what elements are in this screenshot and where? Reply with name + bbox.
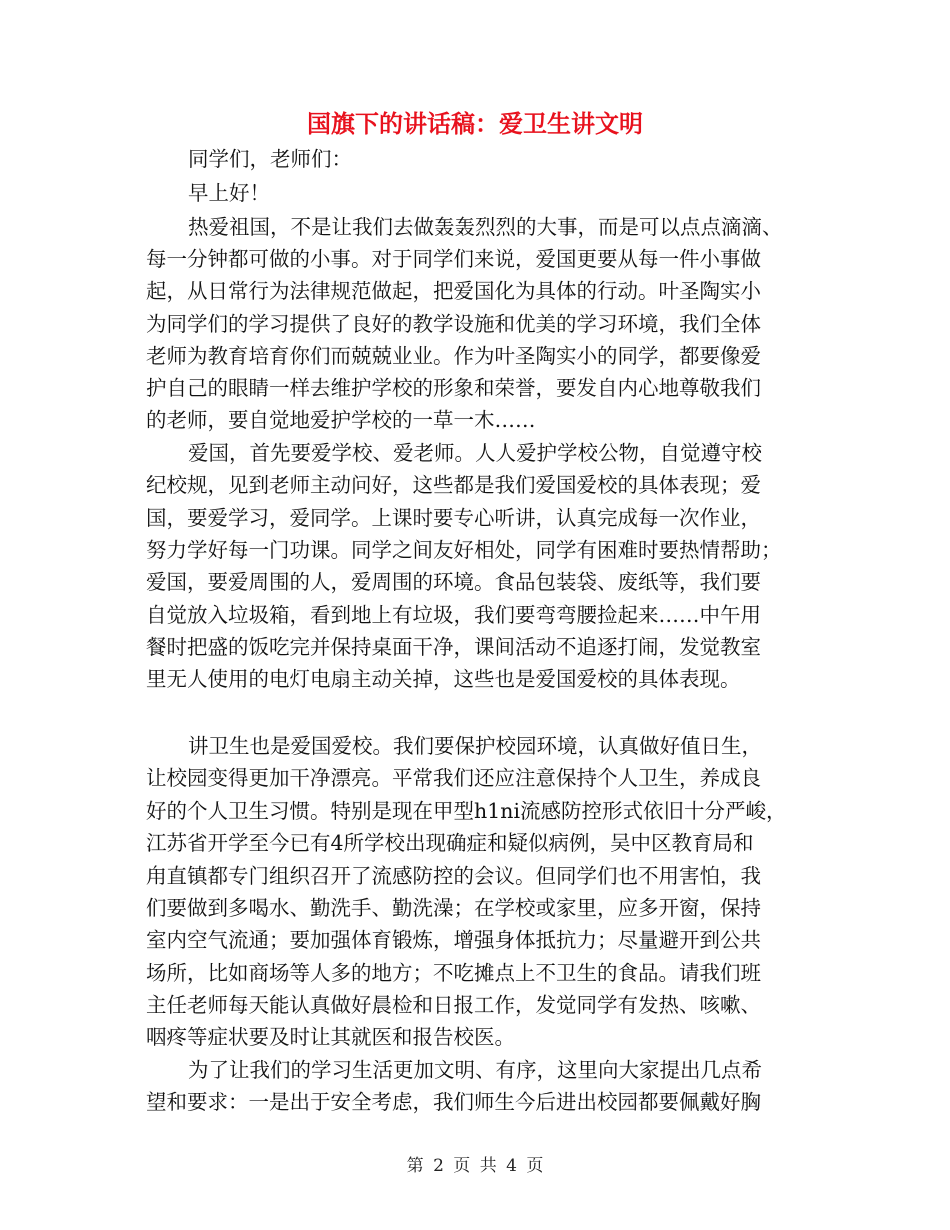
body-line: 的老师，要自觉地爱护学校的一草一木…… bbox=[146, 408, 536, 432]
greeting-line: 早上好！ bbox=[188, 181, 270, 205]
body-line: 爱国，首先要爱学校、爱老师。人人爱护学校公物，自觉遵守校 bbox=[188, 441, 762, 465]
body-line: 热爱祖国，不是让我们去做轰轰烈烈的大事，而是可以点点滴滴、 bbox=[188, 215, 783, 239]
body-line: 护自己的眼睛一样去维护学校的形象和荣誉，要发自内心地尊敬我们 bbox=[146, 376, 761, 400]
page-title: 国旗下的讲话稿：爱卫生讲文明 bbox=[307, 109, 643, 138]
body-line: 江苏省开学至今已有4所学校出现确症和疑似病例，吴中区教育局和 bbox=[146, 831, 754, 855]
body-line: 爱国，要爱周围的人，爱周围的环境。食品包装袋、废纸等，我们要 bbox=[146, 570, 761, 594]
body-line: 努力学好每一门功课。同学之间友好相处，同学有困难时要热情帮助； bbox=[146, 538, 782, 562]
body-line: 为了让我们的学习生活更加文明、有序，这里向大家提出几点希 bbox=[188, 1058, 762, 1082]
body-line: 纪校规，见到老师主动问好，这些都是我们爱国爱校的具体表现；爱 bbox=[146, 473, 761, 497]
body-line: 自觉放入垃圾箱，看到地上有垃圾，我们要弯弯腰捡起来……中午用 bbox=[146, 603, 761, 627]
body-line: 望和要求：一是出于安全考虑，我们师生今后进出校园都要佩戴好胸 bbox=[146, 1090, 761, 1114]
body-line: 老师为教育培育你们而兢兢业业。作为叶圣陶实小的同学，都要像爱 bbox=[146, 344, 761, 368]
body-line: 里无人使用的电灯电扇主动关掉，这些也是爱国爱校的具体表现。 bbox=[146, 667, 741, 691]
body-line: 主任老师每天能认真做好晨检和日报工作，发觉同学有发热、咳嗽、 bbox=[146, 993, 761, 1017]
body-line: 好的个人卫生习惯。特别是现在甲型h1ni流感防控形式依旧十分严峻， bbox=[146, 799, 787, 823]
body-line: 咽疼等症状要及时让其就医和报告校医。 bbox=[146, 1025, 515, 1049]
body-line: 讲卫生也是爱国爱校。我们要保护校园环境，认真做好值日生， bbox=[188, 734, 762, 758]
salutation-line: 同学们，老师们： bbox=[188, 147, 352, 171]
body-line: 国，要爱学习，爱同学。上课时要专心听讲，认真完成每一次作业， bbox=[146, 506, 761, 530]
body-line: 餐时把盛的饭吃完并保持桌面干净，课间活动不追逐打闹，发觉教室 bbox=[146, 635, 761, 659]
body-line: 起，从日常行为法律规范做起，把爱国化为具体的行动。叶圣陶实小 bbox=[146, 279, 761, 303]
body-line: 每一分钟都可做的小事。对于同学们来说，爱国更要从每一件小事做 bbox=[146, 247, 761, 271]
body-line: 甪直镇都专门组织召开了流感防控的会议。但同学们也不用害怕，我 bbox=[146, 864, 761, 888]
body-line: 场所，比如商场等人多的地方；不吃摊点上不卫生的食品。请我们班 bbox=[146, 961, 761, 985]
body-line: 室内空气流通；要加强体育锻炼，增强身体抵抗力；尽量避开到公共 bbox=[146, 928, 761, 952]
page-footer: 第 2 页 共 4 页 bbox=[406, 1156, 544, 1176]
body-line: 们要做到多喝水、勤洗手、勤洗澡；在学校或家里，应多开窗，保持 bbox=[146, 896, 761, 920]
body-line: 为同学们的学习提供了良好的教学设施和优美的学习环境，我们全体 bbox=[146, 312, 761, 336]
body-line: 让校园变得更加干净漂亮。平常我们还应注意保持个人卫生，养成良 bbox=[146, 766, 761, 790]
